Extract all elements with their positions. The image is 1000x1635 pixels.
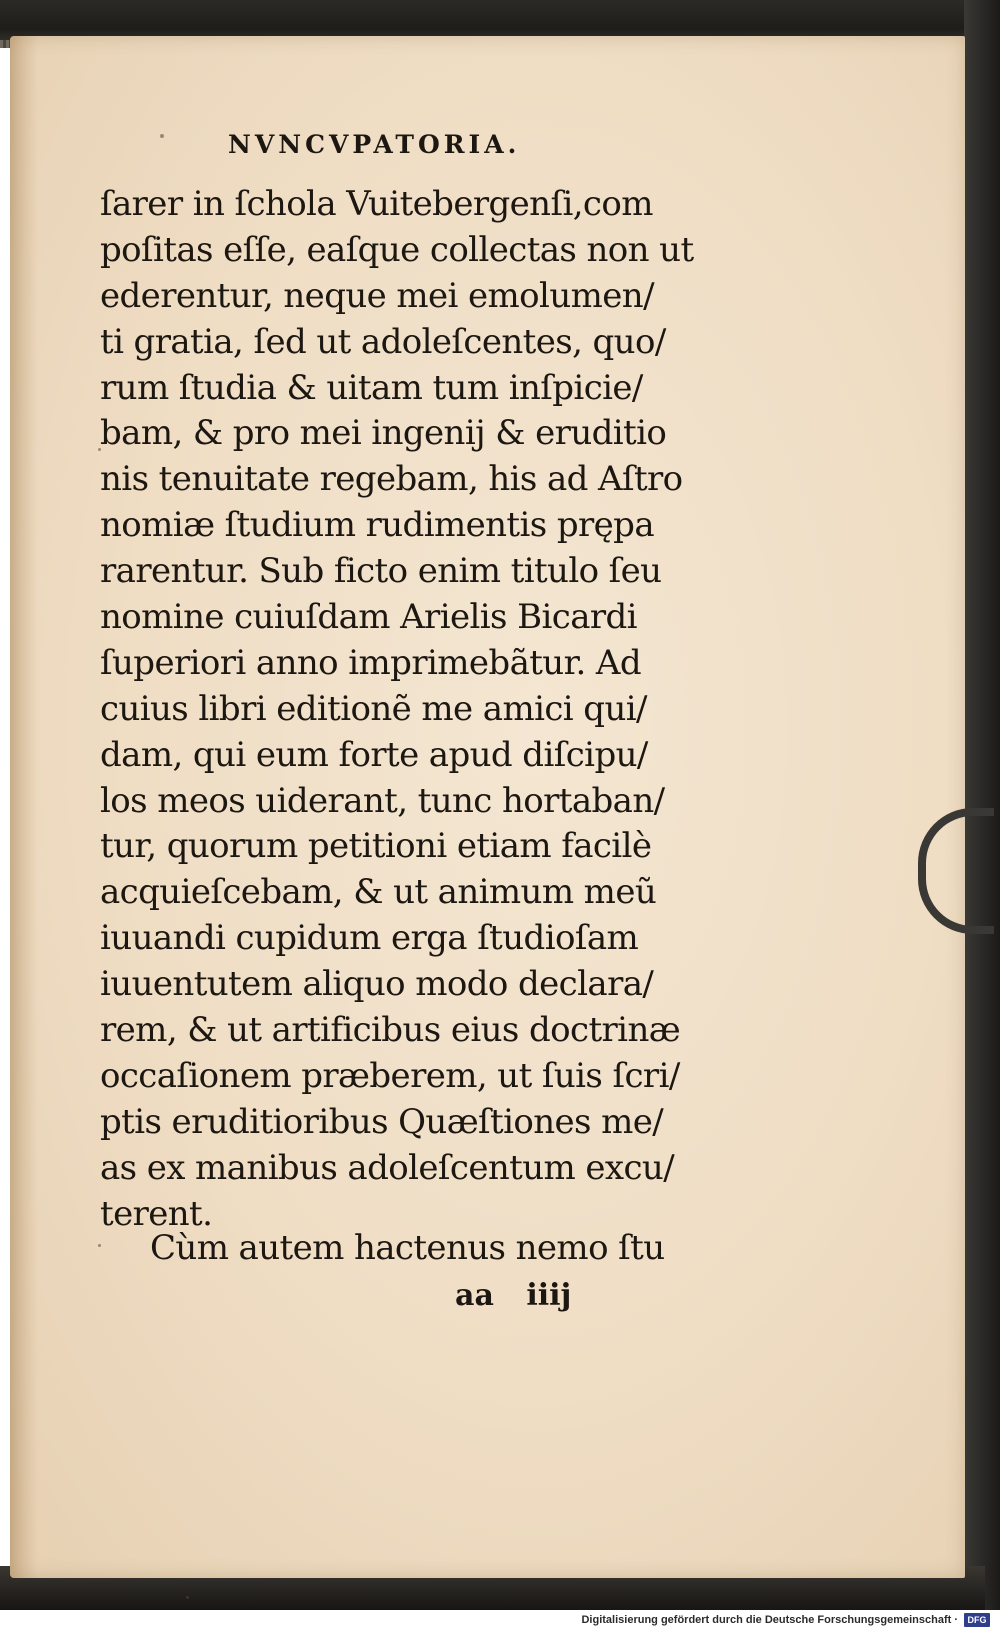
text-line: rarentur. Sub ficto enim titulo ſeu [100, 551, 662, 592]
text-line: occaſionem præberem, ut ſuis ſcri/ [100, 1055, 680, 1096]
ink-speck [98, 1244, 101, 1247]
body-text [100, 182, 710, 1237]
dfg-logo-icon: DFG [964, 1613, 990, 1627]
text-line: acquieſcebam, & ut animum meũ [100, 872, 657, 913]
text-line: nomine cuiuſdam Arielis Bicardi [100, 597, 637, 638]
text-line: los meos uiderant, tunc hortaban/ [100, 780, 665, 821]
text-line: ſarer in ſchola Vuitebergenſi,com [100, 184, 653, 224]
signature-mark: aa iiij [455, 1278, 572, 1313]
paragraph-start: Cùm autem hactenus nemo ſtu [150, 1228, 665, 1268]
ink-speck [186, 1596, 189, 1599]
running-head: NVNCVPATORIA. [228, 130, 521, 159]
text-line: dam, qui eum forte apud diſcipu/ [100, 734, 648, 775]
ink-speck [160, 134, 164, 138]
text-line: terent. [100, 1193, 213, 1234]
text-line: rem, & ut artificibus eius doctrinæ [100, 1010, 681, 1051]
funding-credit: Digitalisierung gefördert durch die Deutsche Forschungsgemeinschaft · [581, 1614, 958, 1626]
text-line: nomiæ ſtudium rudimentis prępa [100, 505, 654, 546]
text-line: ptis eruditioribus Quæſtiones me/ [100, 1101, 664, 1142]
text-line: as ex manibus adoleſcentum excu/ [100, 1147, 675, 1188]
text-line: bam, & pro mei ingenij & eruditio [100, 413, 667, 454]
text-line: iuuandi cupidum erga ſtudioſam [100, 918, 639, 959]
text-line: tur, quorum petitioni etiam facilè [100, 826, 652, 867]
text-line: poſitas eſſe, eaſque collectas non ut [100, 229, 694, 270]
text-line: cuius libri editionẽ me amici qui/ [100, 688, 647, 729]
text-line: nis tenuitate regebam, his ad Aſtro [100, 459, 683, 500]
text-line: iuuentutem aliquo modo declara/ [100, 964, 654, 1005]
text-line: ſuperiori anno imprimebãtur. Ad [100, 642, 642, 683]
text-line: ederentur, neque mei emolumen/ [100, 275, 654, 316]
page-gutter-shade [10, 36, 38, 1578]
text-line: ti gratia, ſed ut adoleſcentes, quo/ [100, 321, 666, 362]
book-binding-right [964, 0, 1000, 1610]
text-line: rum ſtudia & uitam tum inſpicie/ [100, 367, 643, 408]
